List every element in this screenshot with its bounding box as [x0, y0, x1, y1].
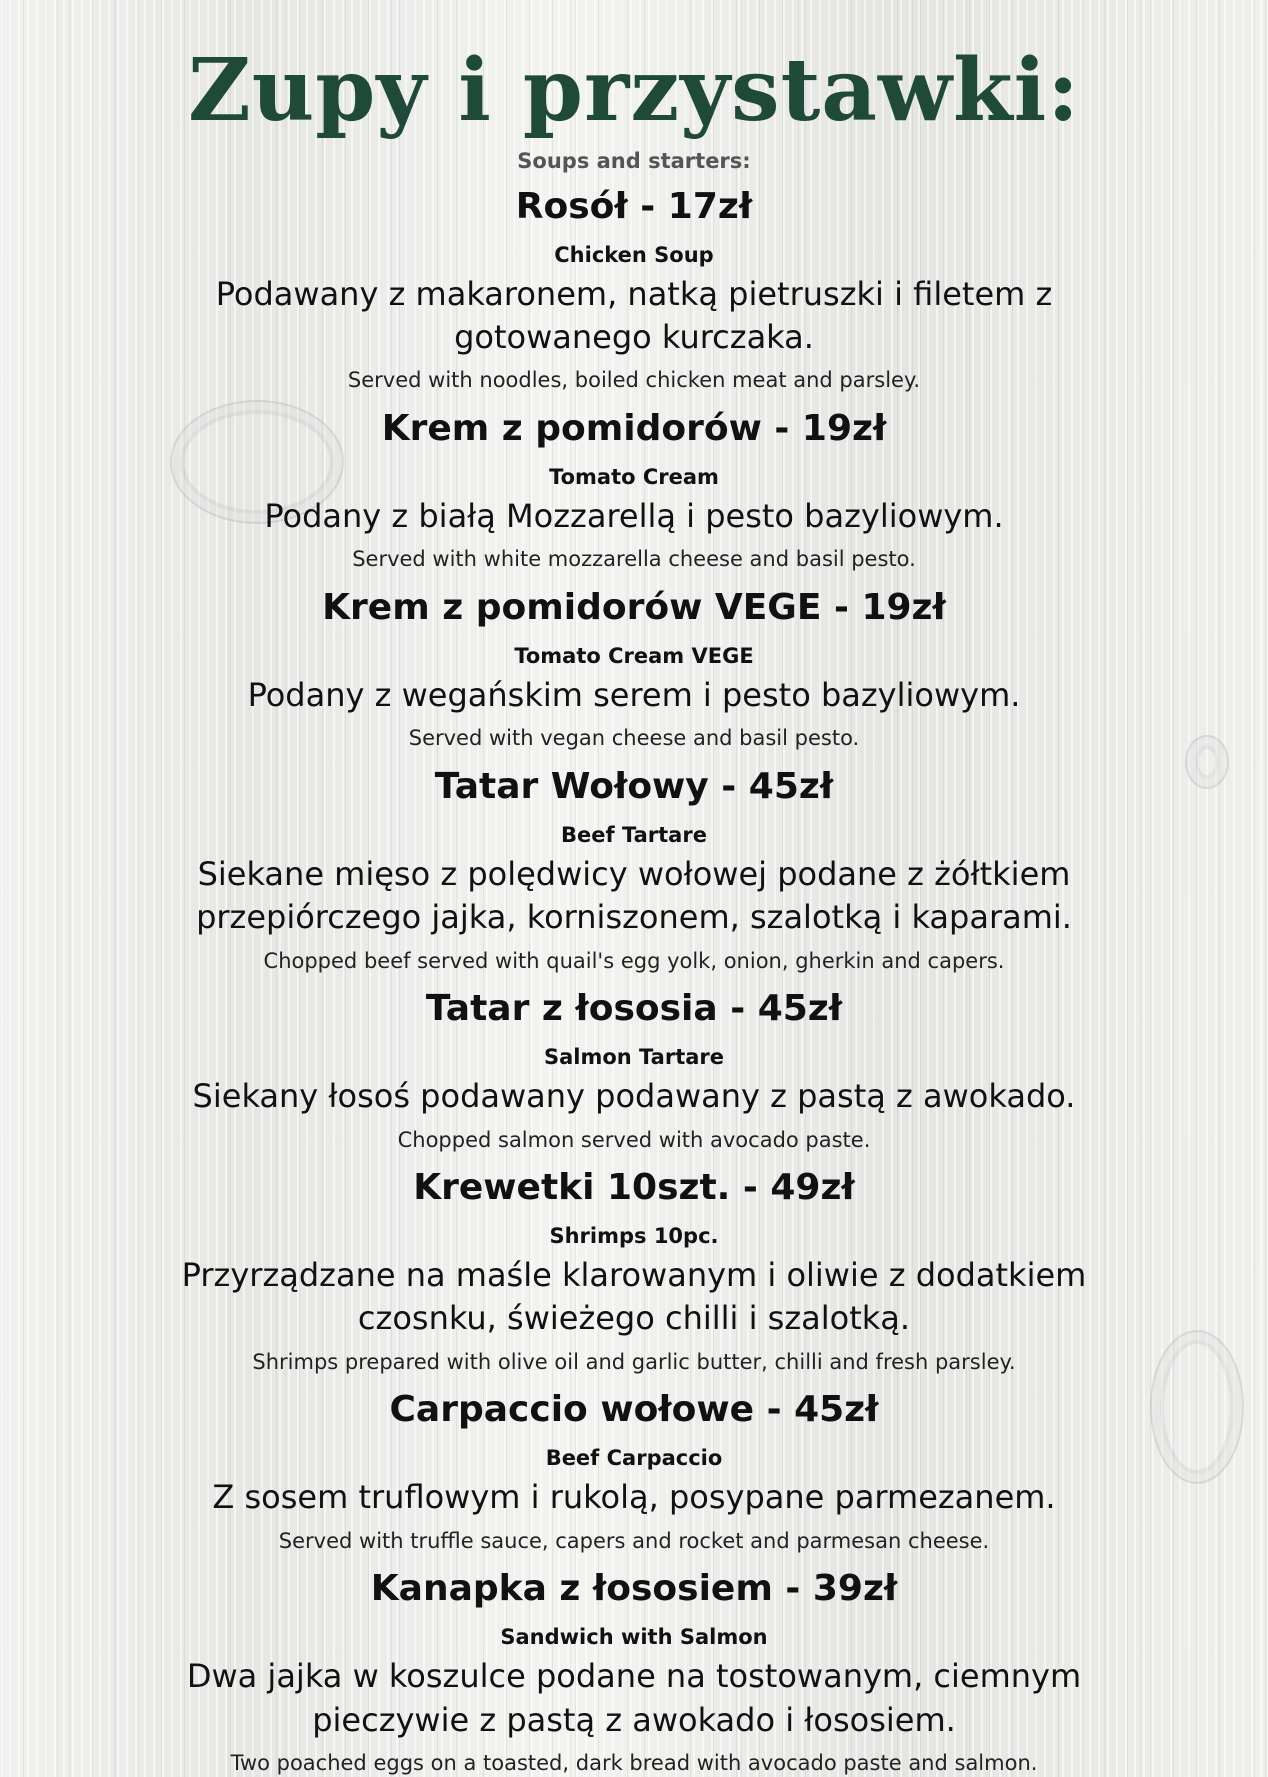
- menu-title: Zupy i przystawki:: [187, 40, 1081, 141]
- item-name: Krem z pomidorów - 19zł: [381, 407, 887, 449]
- item-description-english: Served with truffle sauce, capers and rocket and parmesan cheese.: [278, 1528, 990, 1553]
- item-name: Tatar z łososia - 45zł: [425, 987, 843, 1029]
- item-description: Z sosem truflowym i rukolą, posypane parmezanem.: [212, 1478, 1056, 1517]
- menu-item: [0, 987, 1268, 1154]
- item-name-english: Shrimps 10pc.: [549, 1224, 719, 1248]
- item-description-english: Served with noodles, boiled chicken meat and parsley.: [347, 368, 921, 393]
- item-description-english: Served with white mozzarella cheese and basil pesto.: [352, 547, 916, 572]
- menu-item: [0, 1166, 1268, 1376]
- item-name-english: Tomato Cream: [549, 464, 719, 489]
- menu-item: [0, 1388, 1268, 1555]
- item-description-english: Two poached eggs on a toasted, dark bread with avocado paste and salmon.: [230, 1750, 1038, 1775]
- item-description: Podawany z makaronem, natką pietruszki i filetem z gotowanego kurczaka.: [215, 275, 1053, 357]
- item-description-english: Served with vegan cheese and basil pesto.: [408, 726, 860, 751]
- menu-item: [0, 407, 1268, 574]
- menu-subtitle: Soups and starters:: [517, 148, 751, 173]
- menu-item: [0, 185, 1268, 395]
- item-description: Przyrządzane na maśle klarowanym i oliwie z dodatkiem czosnku, świeżego chilli i szalotką.: [181, 1256, 1087, 1338]
- item-name: Kanapka z łososiem - 39zł: [370, 1567, 898, 1609]
- menu-item: [0, 586, 1268, 753]
- item-name-english: Sandwich with Salmon: [500, 1625, 768, 1650]
- menu-item: [0, 1567, 1268, 1777]
- item-description-english: Shrimps prepared with olive oil and garlic butter, chilli and fresh parsley.: [252, 1349, 1016, 1374]
- item-name-english: Salmon Tartare: [543, 1045, 725, 1070]
- item-description-english: Chopped salmon served with avocado paste.: [397, 1127, 871, 1152]
- menu-item: [0, 765, 1268, 975]
- item-name: Tatar Wołowy - 45zł: [434, 765, 834, 807]
- item-name: Krem z pomidorów VEGE - 19zł: [322, 586, 946, 628]
- item-name: Carpaccio wołowe - 45zł: [389, 1388, 879, 1430]
- item-description: Dwa jajka w koszulce podane na tostowanym, ciemnym pieczywie z pastą z awokado i łososiem.: [186, 1657, 1082, 1739]
- item-description: Podany z białą Mozzarellą i pesto bazyliowym.: [264, 497, 1004, 536]
- item-name-english: Tomato Cream VEGE: [514, 643, 754, 668]
- item-description: Siekany łosoś podawany podawany z pastą z awokado.: [192, 1077, 1076, 1116]
- item-description-english: Chopped beef served with quail's egg yolk, onion, gherkin and capers.: [263, 948, 1005, 973]
- item-name: Krewetki 10szt. - 49zł: [413, 1166, 855, 1208]
- item-name-english: Beef Tartare: [561, 822, 707, 847]
- item-name: Rosół - 17zł: [515, 185, 753, 227]
- item-name-english: Beef Carpaccio: [545, 1446, 723, 1471]
- item-description: Siekane mięso z polędwicy wołowej podane z żółtkiem przepiórczego jajka, korniszonem, szalotką i kaparami.: [196, 855, 1072, 937]
- item-description: Podany z wegańskim serem i pesto bazyliowym.: [247, 676, 1021, 715]
- item-name-english: Chicken Soup: [554, 242, 714, 267]
